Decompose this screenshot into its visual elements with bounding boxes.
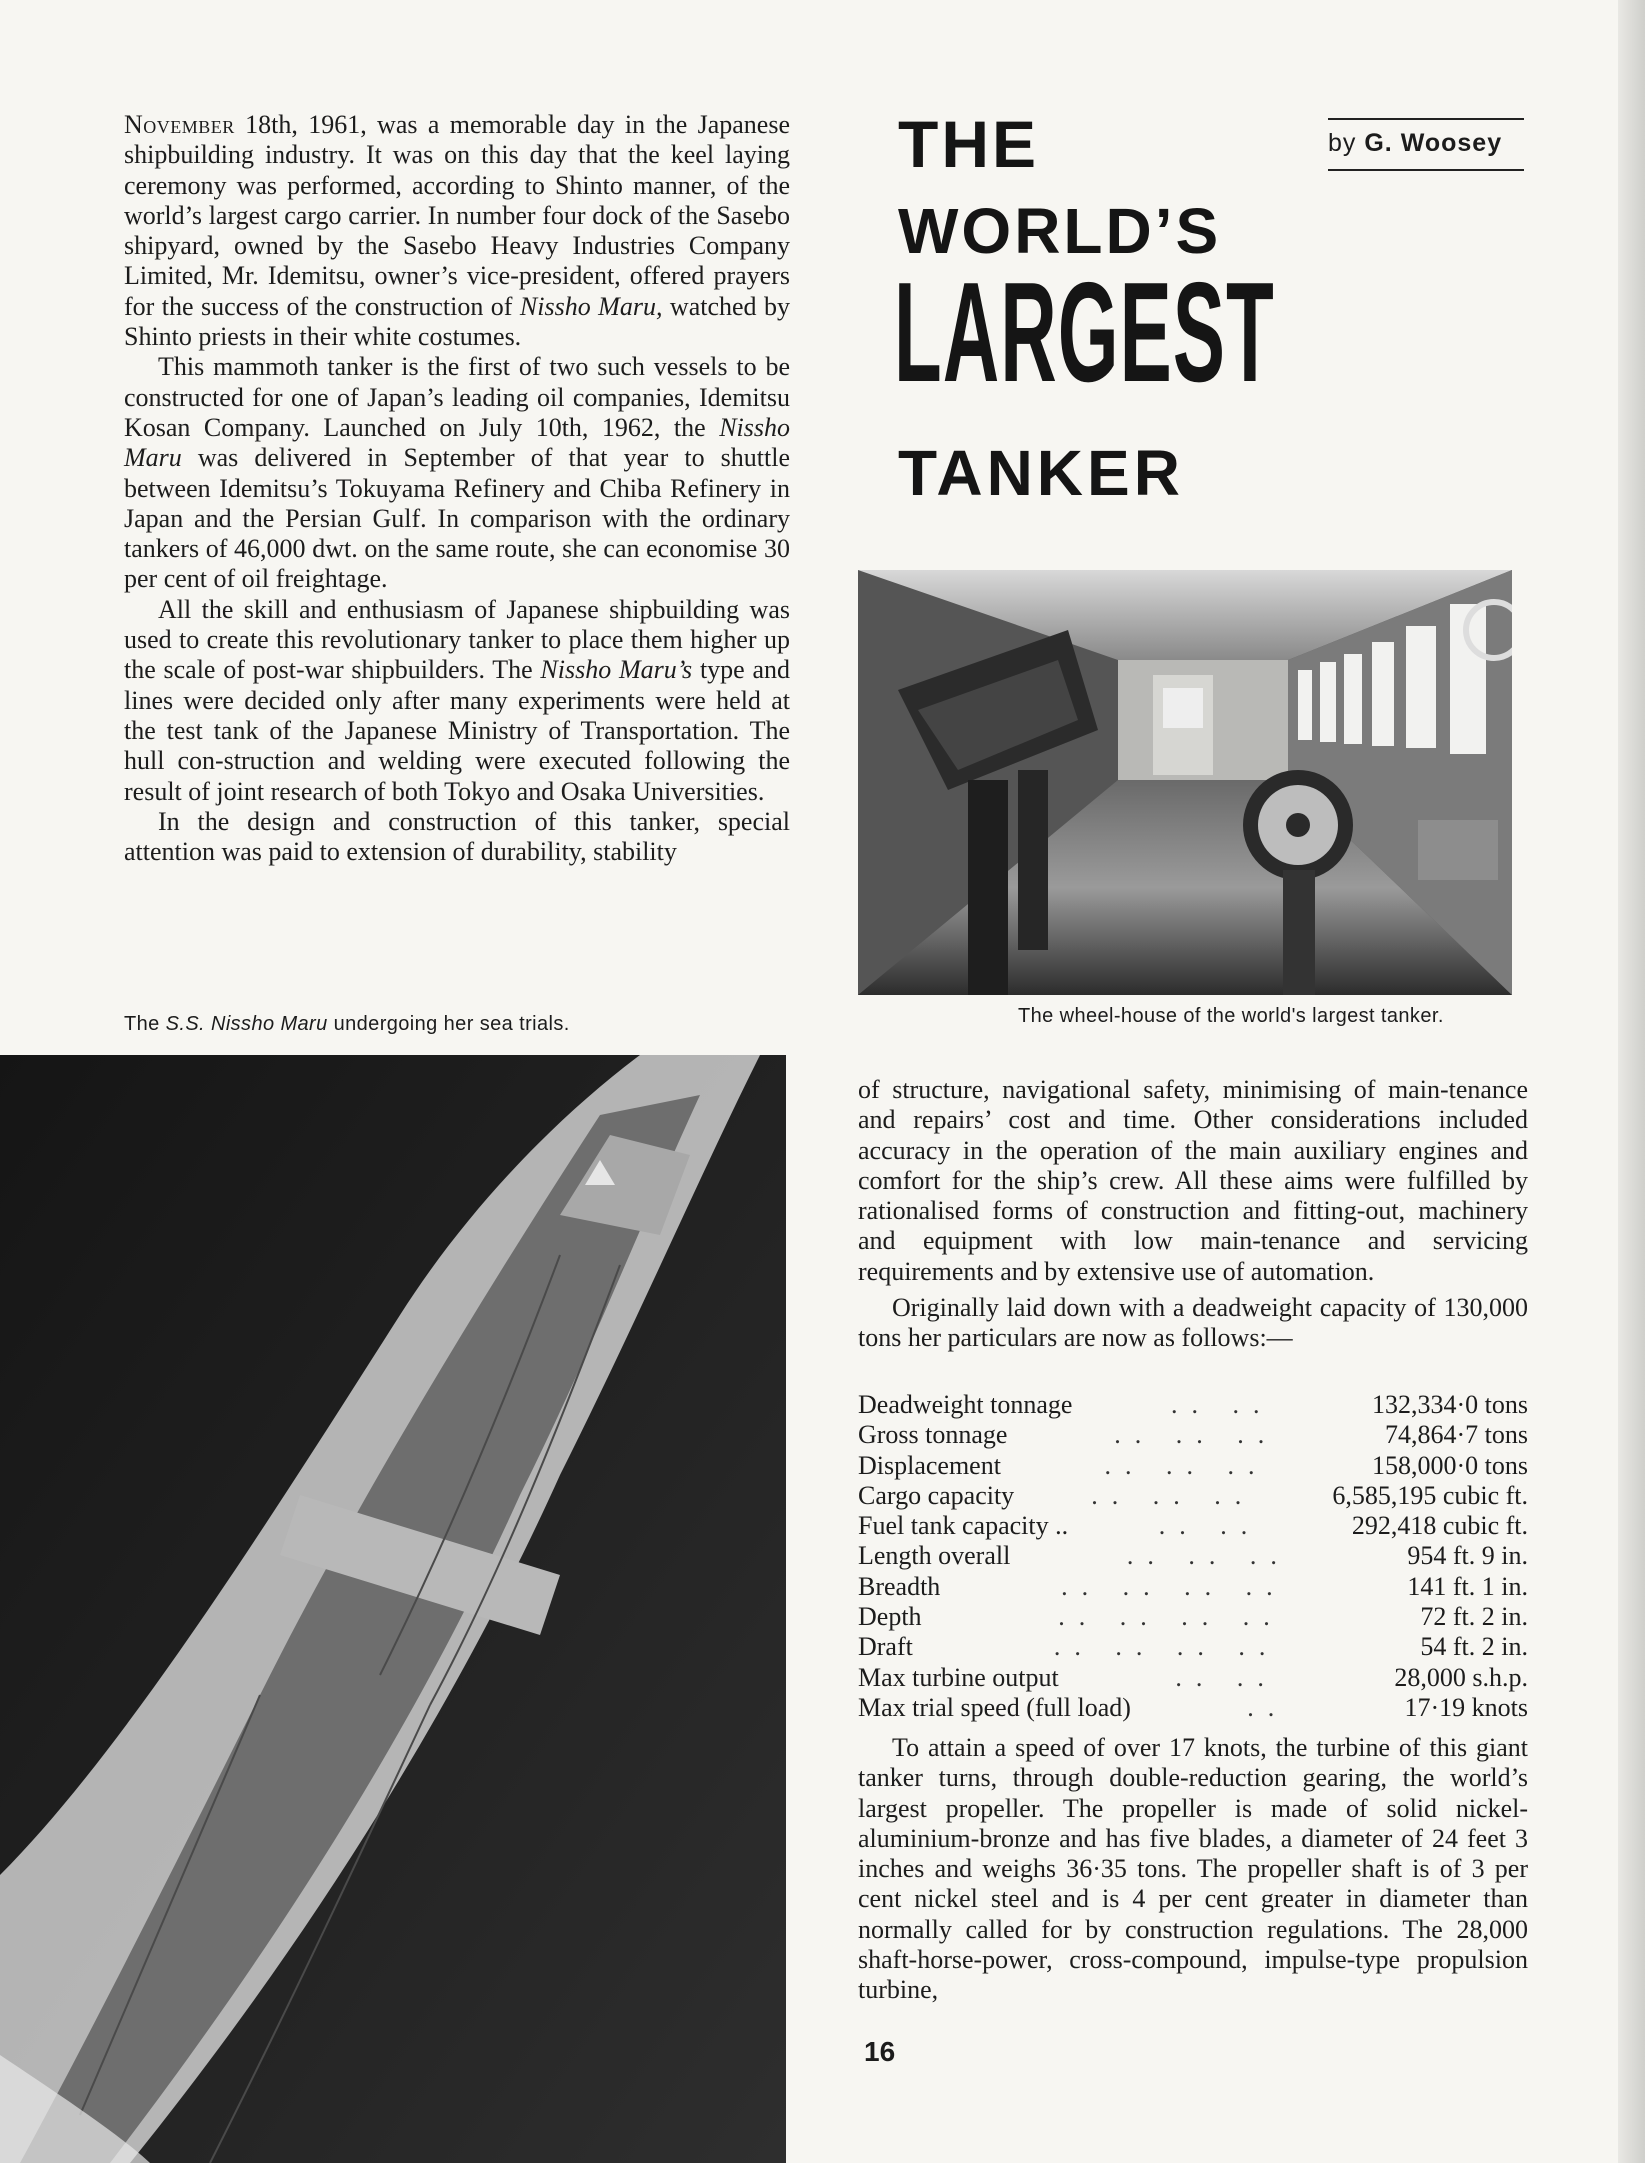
paragraph-1: November 18th, 1961, was a memorable day in the Japanese shipbuilding industry. It was on this day that the keel laying ceremony was performed, according to Shinto manner, of the world’s largest cargo carrier. In number four dock of the Sasebo shipyard, owned by the Sasebo Heavy Industries Company Limited, Mr. Idemitsu, owner’s vice-president, offered prayers for the success of the construction of Nissho Maru, watched by Shinto priests in their white costumes. <box>124 110 790 352</box>
ship-name: Nissho Maru, <box>519 291 663 321</box>
title-line-tanker: TANKER <box>898 437 1184 509</box>
spec-value: 132,334·0 tons <box>1372 1390 1528 1419</box>
spec-name: Fuel tank capacity .. <box>858 1511 1069 1541</box>
ship-name: Nissho Maru <box>124 412 790 473</box>
spec-value: 28,000 s.h.p. <box>1394 1662 1528 1692</box>
title-line-worlds: WORLD’S <box>898 195 1222 267</box>
page-number: 16 <box>864 2036 896 2067</box>
spec-row <box>858 1481 1528 1511</box>
caption-ship-name: S.S. Nissho Maru <box>165 1013 328 1035</box>
specs-table <box>858 1390 1528 1723</box>
spec-leader-dots: .. .. .. .. <box>1058 1602 1284 1632</box>
spec-name: Deadweight tonnage <box>858 1390 1073 1419</box>
byline: by G. Woosey <box>1328 118 1524 171</box>
title-line-largest: LARGEST <box>894 253 1275 412</box>
spec-name: Breadth <box>858 1571 941 1601</box>
spec-row <box>858 1511 1528 1541</box>
right-column-text-end <box>858 1733 1528 2006</box>
spec-name: Draft <box>858 1632 913 1662</box>
ship-image <box>0 1055 786 2163</box>
paragraph-7: To attain a speed of over 17 knots, the turbine of this giant tanker turns, through double-reduction gearing, the world’s largest propeller. The propeller is made of solid nickel-aluminium-bronze and has five blades, a diameter of 24 feet 3 inches and weighs 36·35 tons. The propeller shaft is of 3 per cent nickel steel and is 4 per cent greater in diameter than normally called for by construction regulations. The 28,000 shaft-horse-power, cross-compound, impulse-type propulsion turbine, <box>858 1733 1528 2005</box>
title-line-the: THE <box>898 107 1039 181</box>
spec-name: Max trial speed (full load) <box>858 1692 1131 1722</box>
spec-row <box>858 1541 1528 1571</box>
lead-word: November <box>124 110 235 139</box>
spec-name: Max turbine output <box>858 1662 1059 1692</box>
spec-value: 158,000·0 tons <box>1372 1450 1528 1480</box>
wheelhouse-photo <box>858 570 1512 995</box>
spec-leader-dots: .. .. <box>1175 1662 1278 1692</box>
wheelhouse-image <box>858 570 1512 995</box>
left-column-text <box>124 110 790 867</box>
spec-leader-dots: .. .. <box>1170 1390 1274 1419</box>
paragraph-6: Originally laid down with a deadweight capacity of 130,000 tons her particulars are now as follows:— <box>858 1293 1528 1353</box>
spec-row <box>858 1602 1528 1632</box>
spec-leader-dots: .. <box>1247 1692 1289 1722</box>
spec-value: 54 ft. 2 in. <box>1420 1632 1528 1662</box>
wheelhouse-caption: The wheel-house of the world's largest tanker. <box>1018 1005 1444 1027</box>
author-name: G. Woosey <box>1364 129 1503 157</box>
spec-value: 6,585,195 cubic ft. <box>1332 1480 1528 1510</box>
spec-value: 72 ft. 2 in. <box>1420 1602 1528 1632</box>
spec-value: 954 ft. 9 in. <box>1407 1541 1528 1571</box>
spec-row <box>858 1693 1528 1723</box>
spec-row <box>858 1420 1528 1450</box>
page-edge <box>1618 0 1645 2163</box>
spec-value: 17·19 knots <box>1404 1692 1528 1722</box>
spec-name: Gross tonnage <box>858 1420 1008 1450</box>
spec-leader-dots: .. .. .. <box>1114 1420 1279 1450</box>
spec-row <box>858 1632 1528 1662</box>
spec-leader-dots: .. .. <box>1158 1511 1262 1541</box>
spec-row <box>858 1663 1528 1693</box>
ship-photo <box>0 1055 786 2163</box>
spec-leader-dots: .. .. .. <box>1126 1541 1291 1571</box>
ship-caption: The S.S. Nissho Maru undergoing her sea trials. <box>124 1013 570 1035</box>
spec-name: Length overall <box>858 1541 1011 1571</box>
ship-name: Nissho Maru’s <box>540 655 693 685</box>
paragraph-3: All the skill and enthusiasm of Japanese shipbuilding was used to create this revolutionary tanker to place them higher up the scale of post-war shipbuilders. The Nissho Maru’s type and lines were decided only after many experiments were held at the test tank of the Japanese Ministry of Transportation. The hull con-struction and welding were executed following the result of joint research of both Tokyo and Osaka Universities. <box>124 594 790 806</box>
spec-leader-dots: .. .. .. .. <box>1053 1632 1280 1662</box>
spec-row <box>858 1451 1528 1481</box>
spec-row <box>858 1390 1528 1420</box>
spec-leader-dots: .. .. .. <box>1091 1480 1256 1510</box>
right-column-text <box>858 1075 1528 1354</box>
spec-value: 141 ft. 1 in. <box>1407 1571 1528 1601</box>
spec-value: 292,418 cubic ft. <box>1351 1511 1528 1541</box>
spec-name: Displacement <box>858 1450 1001 1480</box>
spec-row <box>858 1572 1528 1602</box>
spec-value: 74,864·7 tons <box>1385 1420 1528 1450</box>
paragraph-2: This mammoth tanker is the first of two such vessels to be constructed for one of Japan’s leading oil companies, Idemitsu Kosan Company. Launched on July 10th, 1962, the Nissho Maru was delivered in September of that year to shuttle between Idemitsu’s Tokuyama Refinery and Chiba Refinery in Japan and the Persian Gulf. In comparison with the ordinary tankers of 46,000 dwt. on the same route, she can economise 30 per cent of oil freightage. <box>124 352 790 594</box>
spec-leader-dots: .. .. .. .. <box>1061 1571 1287 1601</box>
spec-leader-dots: .. .. .. <box>1104 1450 1269 1480</box>
spec-name: Cargo capacity <box>858 1480 1015 1510</box>
paragraph-4: In the design and construction of this tanker, special attention was paid to extension of durability, stability <box>124 806 790 867</box>
spec-name: Depth <box>858 1602 922 1632</box>
paragraph-5: of structure, navigational safety, minimising of main-tenance and repairs’ cost and time. Other considerations included accuracy in the operation of the main auxiliary engines and comfort for the ship’s crew. All these aims were fulfilled by rationalised forms of construction and fitting-out, machinery and equipment with low main-tenance and servicing requirements and by extensive use of automation. <box>858 1075 1528 1286</box>
